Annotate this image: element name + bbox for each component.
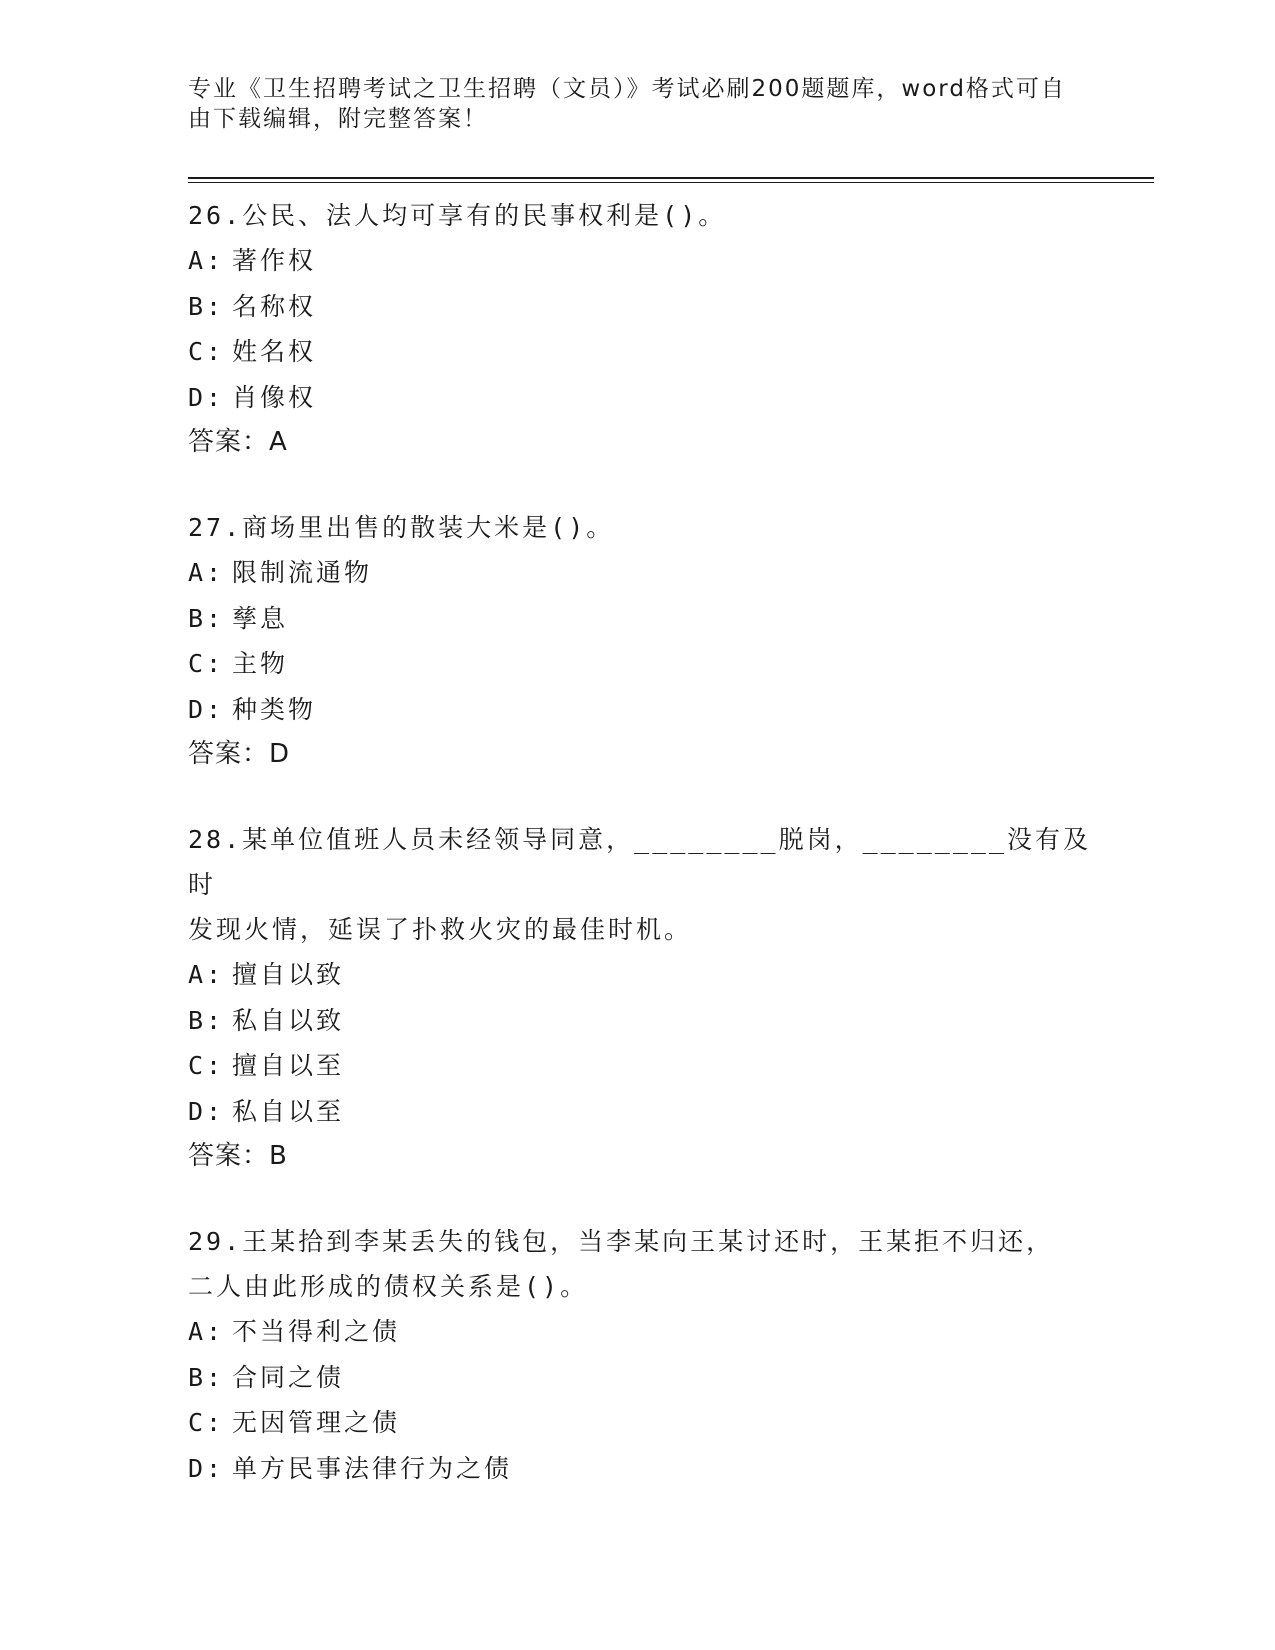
option-key: A: — [188, 558, 225, 587]
answer-line: 答案：B — [188, 1141, 288, 1171]
option-key: B: — [188, 291, 225, 321]
option-key: B: — [188, 603, 225, 633]
header-divider-thick — [188, 177, 1154, 179]
option-key: A: — [188, 246, 225, 275]
option-key: C: — [188, 1051, 225, 1080]
option-c — [188, 329, 1108, 375]
question-29 — [188, 1219, 1108, 1491]
option-key: B: — [188, 1362, 225, 1392]
question-27 — [188, 505, 1108, 777]
option-text: 种类物 — [232, 694, 317, 724]
answer-line: 答案：A — [188, 427, 288, 457]
stem-line: 27.商场里出售的散装大米是()。 — [188, 513, 615, 542]
option-b — [188, 284, 1108, 330]
question-stem — [188, 1219, 1108, 1309]
stem-line: 二人由此形成的债权关系是()。 — [188, 1272, 589, 1301]
option-key: D: — [188, 1453, 225, 1483]
option-key: C: — [188, 337, 225, 366]
option-key: B: — [188, 1005, 225, 1035]
option-text: 私自以至 — [232, 1096, 345, 1126]
option-text: 主物 — [232, 649, 289, 678]
option-key: D: — [188, 694, 225, 724]
option-text: 姓名权 — [232, 337, 317, 366]
question-list — [188, 193, 1108, 1531]
document-header — [188, 74, 1088, 134]
option-a — [188, 952, 1108, 998]
option-key: C: — [188, 1408, 225, 1437]
option-text: 单方民事法律行为之债 — [232, 1453, 513, 1483]
header-divider-thin — [188, 182, 1154, 183]
option-text: 著作权 — [232, 246, 317, 275]
stem-line: 29.王某拾到李某丢失的钱包，当李某向王某讨还时，王某拒不归还， — [188, 1227, 1055, 1256]
option-c — [188, 641, 1108, 687]
question-stem — [188, 193, 1108, 238]
option-d — [188, 375, 1108, 421]
header-line-1: 专业《卫生招聘考试之卫生招聘（文员）》考试必刷200题题库，word格式可自 — [188, 76, 1066, 102]
option-text: 不当得利之债 — [232, 1317, 401, 1346]
option-b — [188, 596, 1108, 642]
answer-line: 答案：D — [188, 739, 291, 769]
option-c — [188, 1400, 1108, 1446]
option-text: 孳息 — [232, 603, 289, 633]
option-key: D: — [188, 382, 225, 412]
stem-line: 26.公民、法人均可享有的民事权利是()。 — [188, 201, 727, 230]
question-28 — [188, 817, 1108, 1179]
header-line-2: 由下载编辑，附完整答案！ — [188, 106, 488, 132]
option-b — [188, 998, 1108, 1044]
option-text: 限制流通物 — [232, 558, 373, 587]
option-key: D: — [188, 1096, 225, 1126]
question-stem — [188, 505, 1108, 550]
option-b — [188, 1355, 1108, 1401]
option-text: 擅自以至 — [232, 1051, 345, 1080]
option-text: 私自以致 — [232, 1005, 345, 1035]
option-a — [188, 550, 1108, 596]
option-text: 擅自以致 — [232, 960, 345, 989]
stem-line: 28.某单位值班人员未经领导同意，________脱岗，________没有及时 — [188, 825, 1091, 899]
stem-line: 发现火情，延误了扑救火灾的最佳时机。 — [188, 915, 693, 944]
option-text: 肖像权 — [232, 382, 317, 412]
option-key: C: — [188, 649, 225, 678]
option-a — [188, 238, 1108, 284]
option-text: 名称权 — [232, 291, 317, 321]
option-text: 无因管理之债 — [232, 1408, 401, 1437]
option-c — [188, 1043, 1108, 1089]
question-stem — [188, 817, 1108, 952]
option-key: A: — [188, 960, 225, 989]
option-a — [188, 1309, 1108, 1355]
option-text: 合同之债 — [232, 1362, 345, 1392]
option-d — [188, 687, 1108, 733]
question-26 — [188, 193, 1108, 465]
option-key: A: — [188, 1317, 225, 1346]
option-d — [188, 1446, 1108, 1492]
option-d — [188, 1089, 1108, 1135]
